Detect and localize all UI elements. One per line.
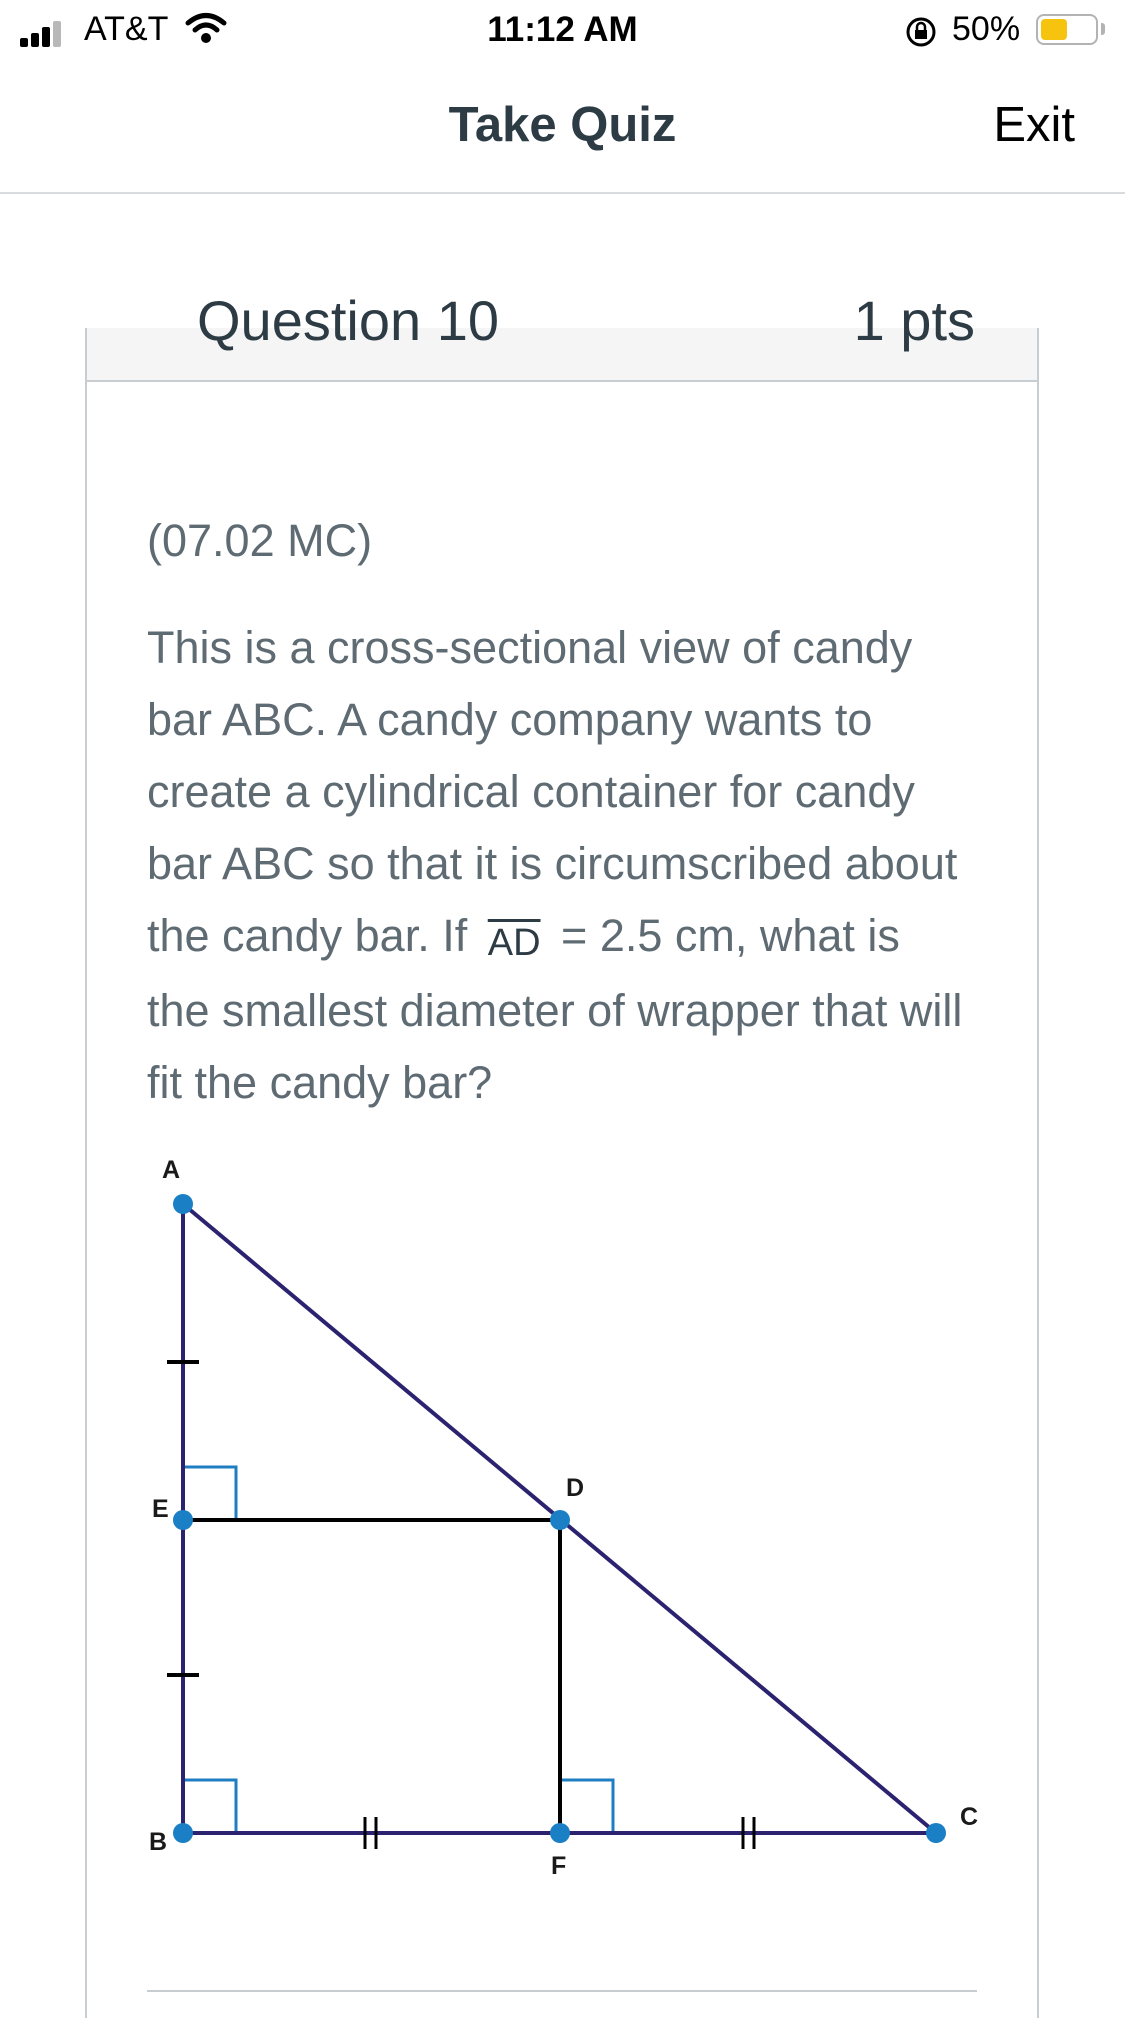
- point-f: [550, 1823, 570, 1843]
- question-text-part-2: = 2.5 cm, what is the smallest diameter of wrapper that will fit the candy bar?: [147, 910, 963, 1108]
- battery-percent: 50%: [952, 10, 1021, 48]
- question-text-part-1: This is a cross-sectional view of candy bar ABC. A candy company wants to create a cylindrical container for candy bar ABC so that it is circumscribed about the candy bar. If: [147, 622, 958, 961]
- question-name: Question 10: [197, 289, 499, 352]
- battery-cap: [1101, 23, 1105, 35]
- point-a: [173, 1194, 193, 1214]
- page-title: Take Quiz: [448, 98, 677, 152]
- triangle-diagram: [140, 1145, 1000, 1905]
- question-text: [147, 612, 967, 1119]
- right-angle-marker-b: [183, 1780, 236, 1833]
- label-f: F: [551, 1852, 567, 1880]
- question-header: [87, 289, 1037, 382]
- question-points: 1 pts: [853, 289, 975, 352]
- point-e: [173, 1510, 193, 1530]
- answers-divider: [147, 1990, 977, 1992]
- point-c: [926, 1823, 946, 1843]
- carrier-name: AT&T: [84, 10, 169, 48]
- question-code: (07.02 MC): [147, 515, 373, 566]
- point-b: [173, 1823, 193, 1843]
- label-d: D: [566, 1474, 585, 1502]
- clock: 11:12 AM: [487, 10, 638, 49]
- point-d: [550, 1510, 570, 1530]
- label-a: A: [162, 1156, 181, 1184]
- label-e: E: [152, 1495, 169, 1523]
- battery-icon: [1036, 14, 1098, 45]
- segment-ad-label: $\overline{AD}$: [487, 922, 541, 964]
- label-b: B: [149, 1828, 168, 1856]
- status-bar: [0, 0, 1125, 62]
- orientation-lock-icon: [904, 15, 938, 49]
- label-c: C: [960, 1803, 979, 1831]
- exit-button[interactable]: Exit: [993, 98, 1075, 152]
- right-angle-marker-e: [183, 1467, 236, 1520]
- battery-level-fill: [1041, 19, 1067, 40]
- right-angle-marker-f: [560, 1780, 613, 1833]
- nav-bar: [0, 62, 1125, 194]
